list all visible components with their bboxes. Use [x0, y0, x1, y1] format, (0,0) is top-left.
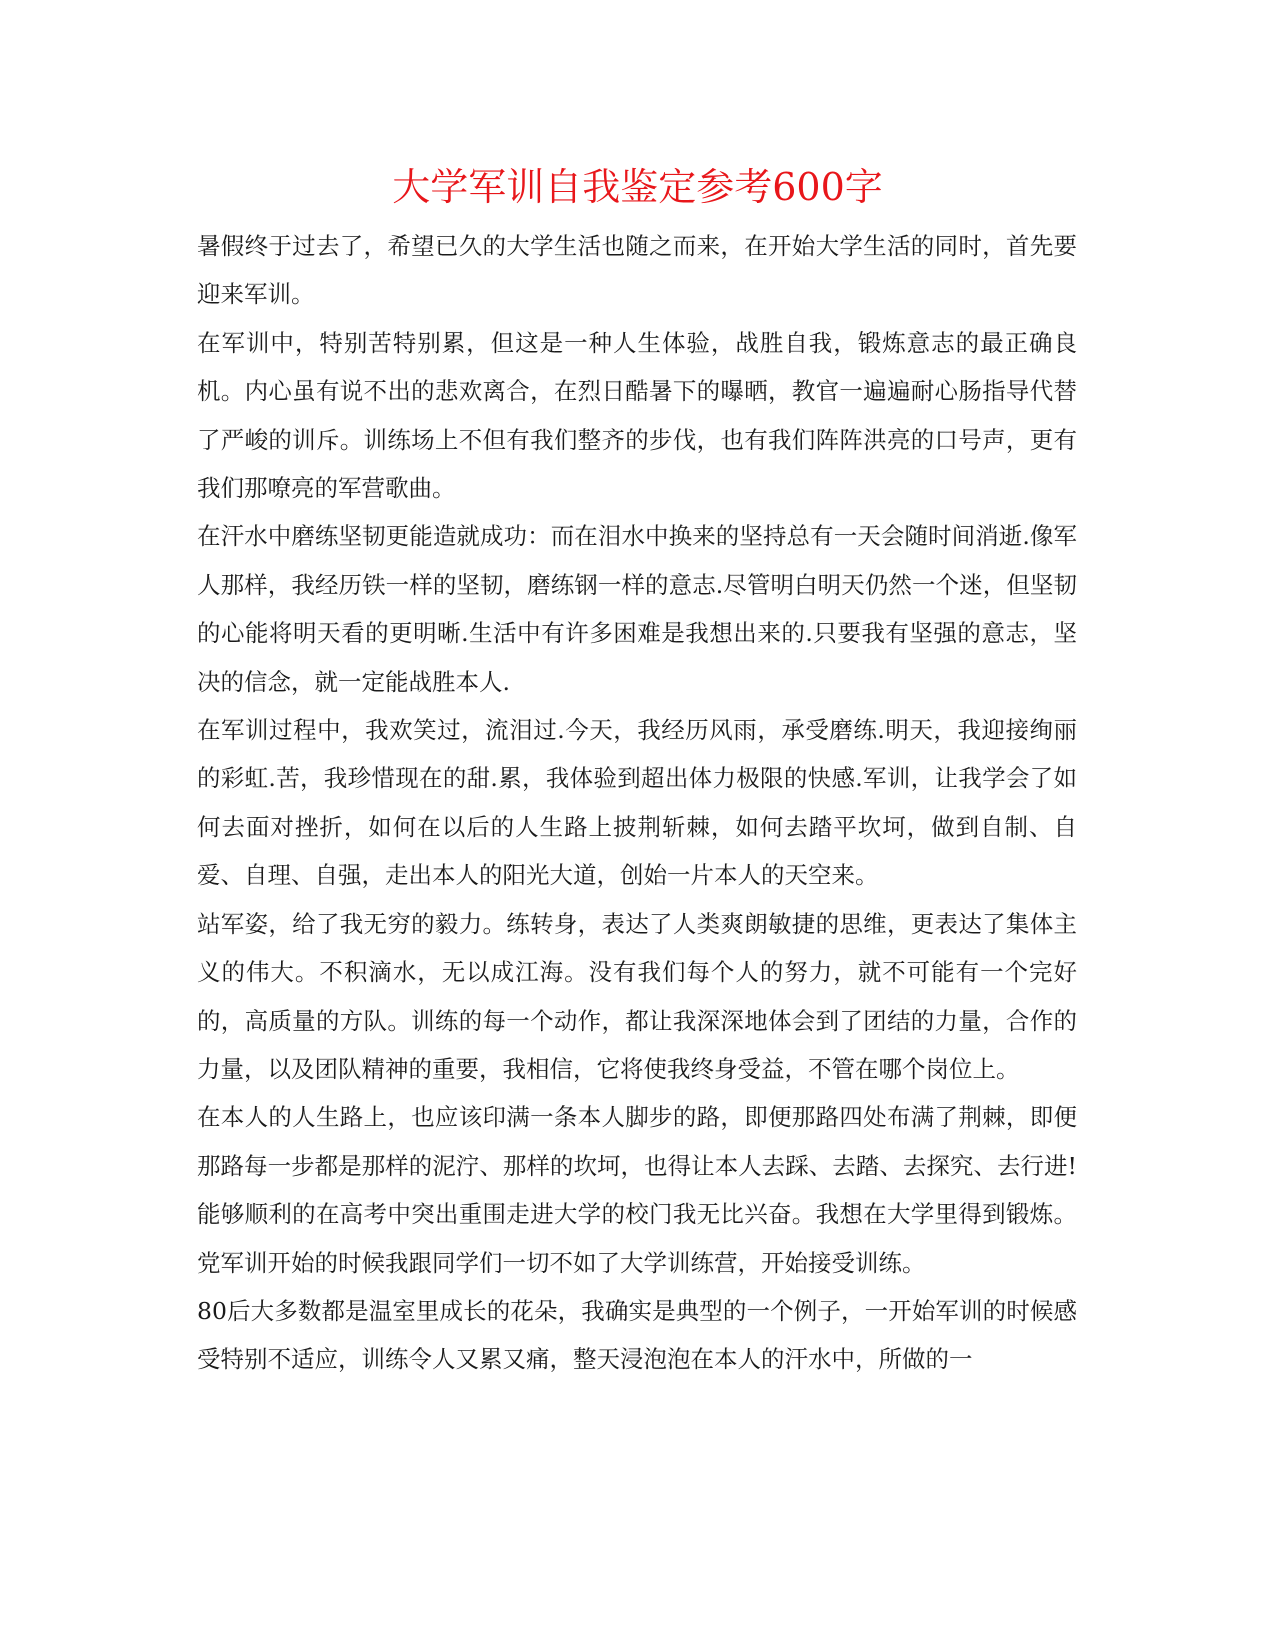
paragraph-7: 80后大多数都是温室里成长的花朵，我确实是典型的一个例子，一开始军训的时候感受特别不适应，训练令人又累又痛，整天浸泡泡在本人的汗水中，所做的一: [197, 1296, 1077, 1374]
paragraph-2: 在军训中，特别苦特别累，但这是一种人生体验，战胜自我，锻炼意志的最正确良机。内心虽有说不出的悲欢离合，在烈日酷暑下的曝晒，教官一遍遍耐心肠指导代替了严峻的训斥。训练场上不但有我们整齐的步伐，也有我们阵阵洪亮的口号声，更有我们那嘹亮的军营歌曲。: [197, 328, 1077, 503]
paragraph-6: 在本人的人生路上，也应该印满一条本人脚步的路，即便那路四处布满了荆棘，即便那路每一步都是那样的泥泞、那样的坎坷，也得让本人去踩、去踏、去探究、去行进!能够顺利的在高考中突出重围走进大学的校门我无比兴奋。我想在大学里得到锻炼。党军训开始的时候我跟同学们一切不如了大学训练营，开始接受训练。: [197, 1103, 1077, 1277]
paragraph-4: 在军训过程中，我欢笑过，流泪过.今天，我经历风雨，承受磨练.明天，我迎接绚丽的彩虹.苦，我珍惜现在的甜.累，我体验到超出体力极限的快感.军训，让我学会了如何去面对挫折，如何在以后的人生路上披荆斩棘，如何去踏平坎坷，做到自制、自爱、自理、自强，走出本人的阳光大道，创始一片本人的天空来。: [197, 716, 1077, 890]
document-title: 大学军训自我鉴定参考600字: [392, 165, 883, 209]
paragraph-3: 在汗水中磨练坚韧更能造就成功：而在泪水中换来的坚持总有一天会随时间消逝.像军人那样，我经历铁一样的坚韧，磨练钢一样的意志.尽管明白明天仍然一个迷，但坚韧的心能将明天看的更明晰.生活中有许多困难是我想出来的.只要我有坚强的意志，坚决的信念，就一定能战胜本人.: [197, 522, 1077, 696]
paragraph-5: 站军姿，给了我无穷的毅力。练转身，表达了人类爽朗敏捷的思维，更表达了集体主义的伟大。不积滴水，无以成江海。没有我们每个人的努力，就不可能有一个完好的，高质量的方队。训练的每一个动作，都让我深深地体会到了团结的力量，合作的力量，以及团队精神的重要，我相信，它将使我终身受益，不管在哪个岗位上。: [197, 909, 1077, 1083]
paragraph-1: 暑假终于过去了，希望已久的大学生活也随之而来，在开始大学生活的同时，首先要迎来军训。: [197, 232, 1077, 309]
document-body: [197, 222, 1077, 1384]
